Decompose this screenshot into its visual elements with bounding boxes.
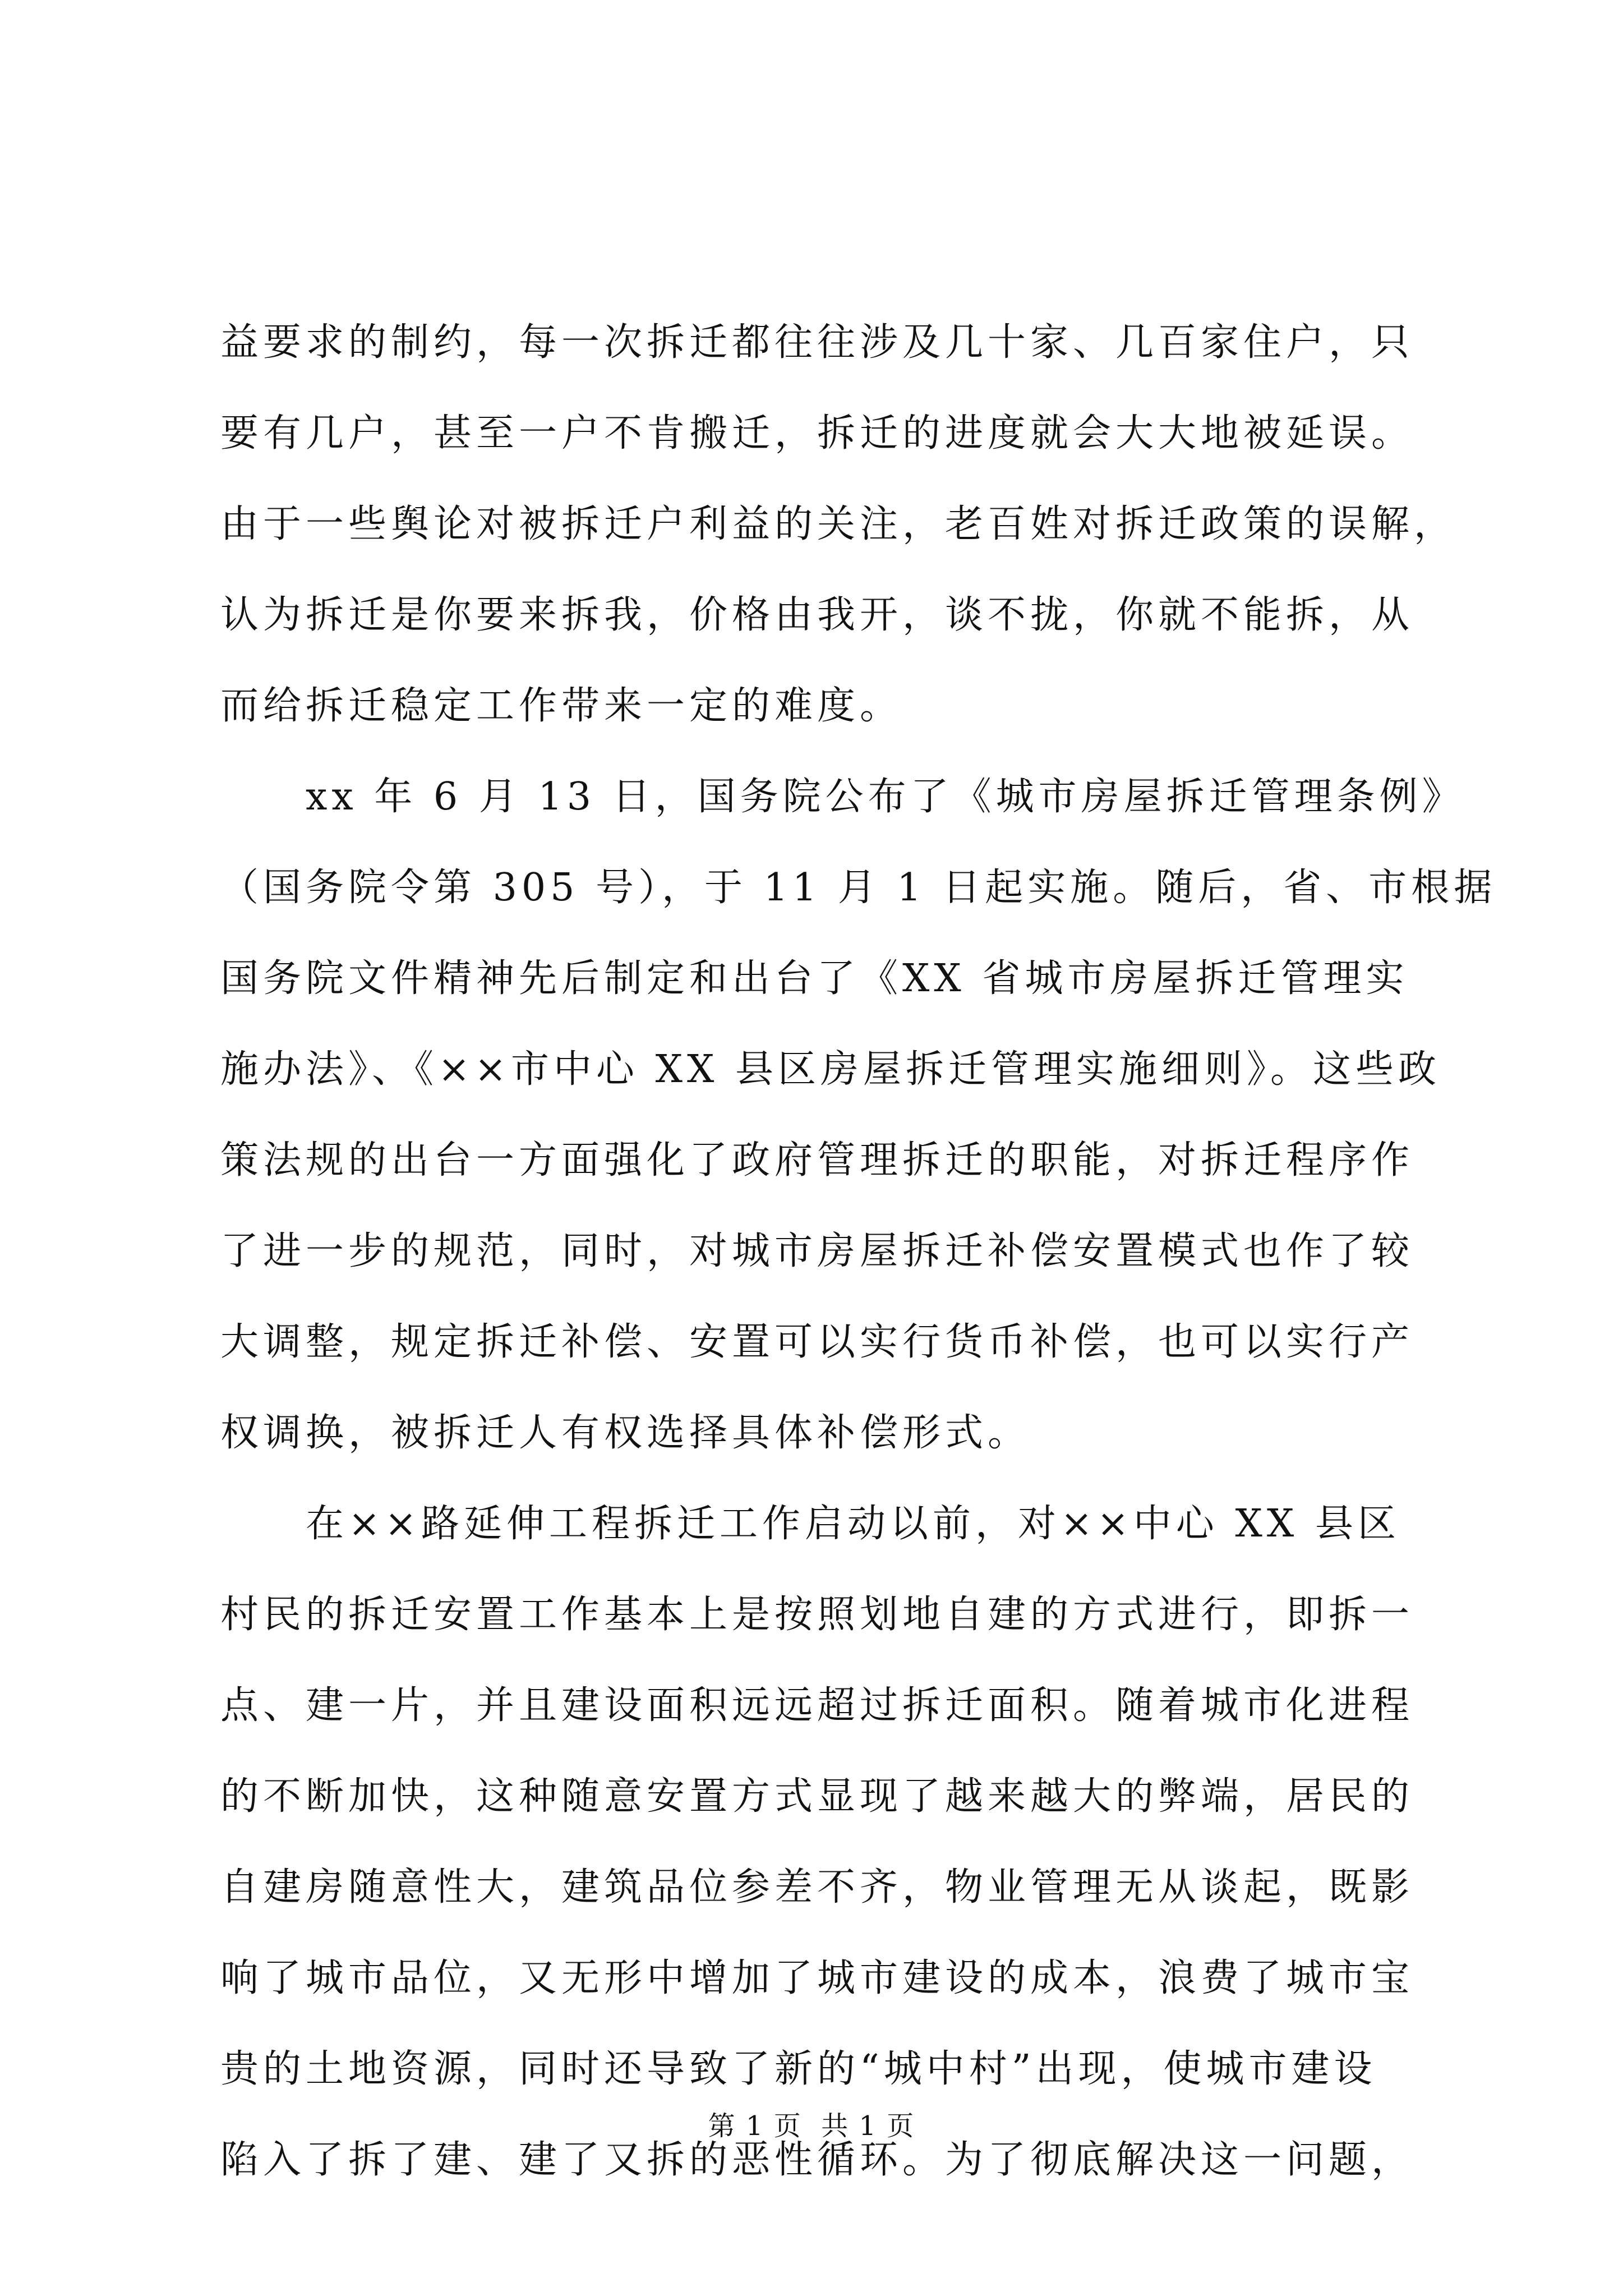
text-line: 由于一些舆论对被拆迁户利益的关注，老百姓对拆迁政策的误解， — [220, 502, 1457, 546]
text-line: 的不断加快，这种随意安置方式显现了越来越大的弊端，居民的 — [220, 1774, 1414, 1819]
text-line: 大调整，规定拆迁补偿、安置可以实行货币补偿，也可以实行产 — [220, 1320, 1414, 1364]
text-line: 认为拆迁是你要来拆我，价格由我开，谈不拢，你就不能拆，从 — [220, 593, 1414, 637]
document-body — [220, 297, 1497, 2206]
text-line: （国务院令第 305 号），于 11 月 1 日起实施。随后，省、市根据 — [220, 866, 1497, 910]
text-line: 策法规的出台一方面强化了政府管理拆迁的职能，对拆迁程序作 — [220, 1138, 1414, 1182]
text-line: 响了城市品位，又无形中增加了城市建设的成本，浪费了城市宝 — [220, 1956, 1414, 2000]
text-line: 要有几户，甚至一户不肯搬迁，拆迁的进度就会大大地被延误。 — [220, 411, 1414, 455]
page-number-footer: 第 1 页 共 1 页 — [708, 2110, 915, 2142]
text-line: 益要求的制约，每一次拆迁都往往涉及几十家、几百家住户，只 — [220, 320, 1414, 365]
text-line: 陷入了拆了建、建了又拆的恶性循环。为了彻底解决这一问题， — [220, 2138, 1414, 2182]
text-line: 国务院文件精神先后制定和出台了《XX 省城市房屋拆迁管理实 — [220, 956, 1409, 1001]
text-line: 而给拆迁稳定工作带来一定的难度。 — [220, 684, 903, 728]
text-line: 在××路延伸工程拆迁工作启动以前，对××中心 XX 县区 — [220, 1502, 1400, 1546]
text-line: 了进一步的规范，同时，对城市房屋拆迁补偿安置模式也作了较 — [220, 1229, 1414, 1273]
text-line: 施办法》、《××市中心 XX 县区房屋拆迁管理实施细则》。这些政 — [220, 1047, 1441, 1092]
text-line: 权调换，被拆迁人有权选择具体补偿形式。 — [220, 1411, 1031, 1455]
text-line: 点、建一片，并且建设面积远远超过拆迁面积。随着城市化进程 — [220, 1683, 1414, 1728]
text-line: xx 年 6 月 13 日，国务院公布了《城市房屋拆迁管理条例》 — [220, 775, 1465, 819]
text-line: 村民的拆迁安置工作基本上是按照划地自建的方式进行，即拆一 — [220, 1593, 1414, 1637]
text-line: 贵的土地资源，同时还导致了新的“城中村”出现，使城市建设 — [220, 2047, 1377, 2091]
text-line: 自建房随意性大，建筑品位参差不齐，物业管理无从谈起，既影 — [220, 1865, 1414, 1910]
